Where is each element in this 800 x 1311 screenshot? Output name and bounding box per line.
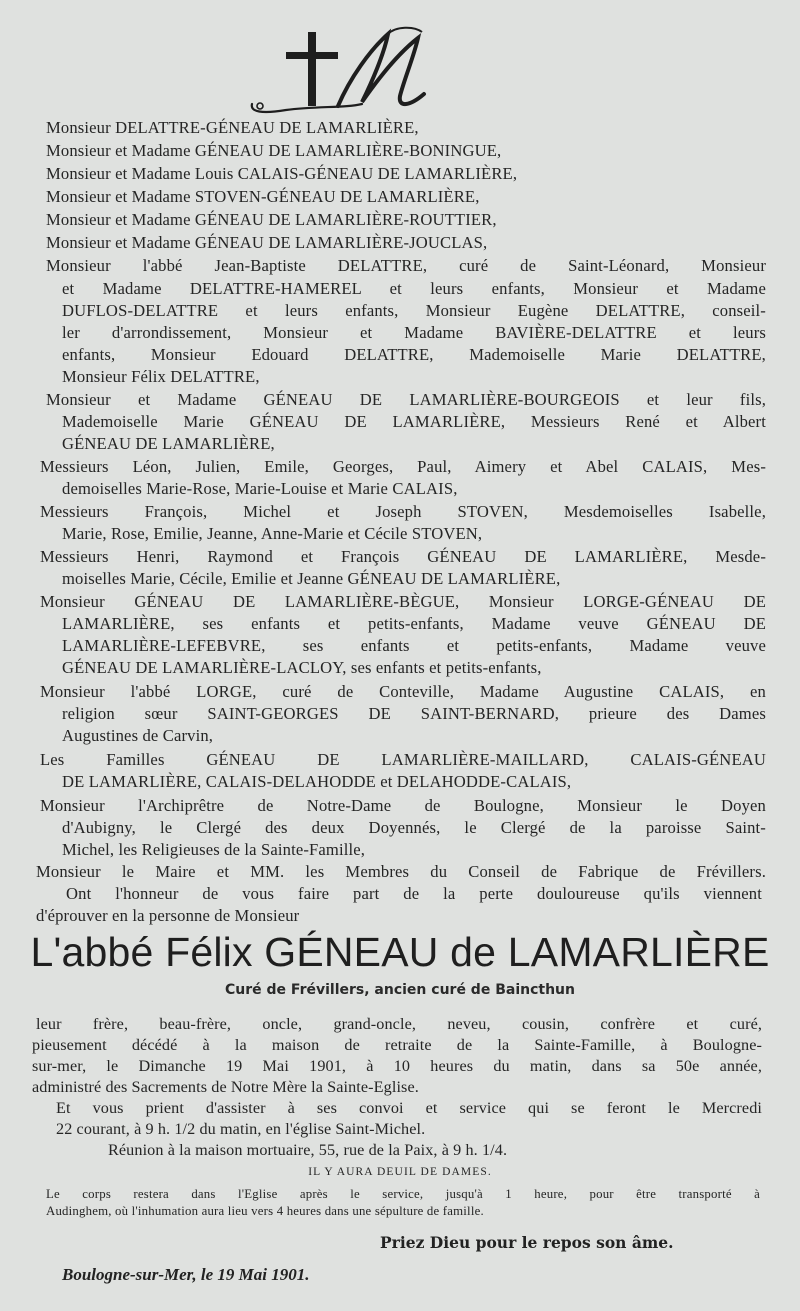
announcement-line: 22 courant, à 9 h. 1/2 du matin, en l'église Saint-Michel. [56,1120,426,1138]
mourner-line: Monsieur l'abbé Jean-Baptiste DELATTRE, curé de Saint-Léonard, Monsieur [46,256,766,275]
mourner-line: Augustines de Carvin, [62,726,214,745]
mourner-line: Michel, les Religieuses de la Sainte-Famille, [62,840,366,859]
mourner-line: Monsieur et Madame GÉNEAU DE LAMARLIÈRE-BOURGEOIS et leur fils, [46,390,766,409]
mourning-note: IL Y AURA DEUIL DE DAMES. [308,1166,492,1178]
mourner-line: GÉNEAU DE LAMARLIÈRE, [62,434,275,453]
announcement-line: Réunion à la maison mortuaire, 55, rue de la Paix, à 9 h. 1/4. [108,1141,508,1159]
prayer-line: Priez Dieu pour le repos son âme. [380,1233,674,1252]
deceased-title: Curé de Frévillers, ancien curé de Baincthun [225,982,575,998]
burial-note-line: Le corps restera dans l'Eglise après le service, jusqu'à 1 heure, pour être transporté à [46,1187,760,1201]
deceased-name: L'abbé Félix GÉNEAU de LAMARLIÈRE [30,929,770,975]
mourner-line: religion sœur SAINT-GEORGES DE SAINT-BERNARD, prieure des Dames [62,704,766,723]
mourner-line: GÉNEAU DE LAMARLIÈRE-LACLOY, ses enfants et petits-enfants, [62,658,542,677]
announcement-line: Et vous prient d'assister à ses convoi et service qui se feront le Mercredi [56,1099,762,1117]
cross-monogram-logo [246,20,446,120]
mourner-line: Messieurs Léon, Julien, Emile, Georges, Paul, Aimery et Abel CALAIS, Mes- [40,457,766,476]
mourner-line: ler d'arrondissement, Monsieur et Madame BAVIÈRE-DELATTRE et leurs [62,323,766,342]
place-date: Boulogne-sur-Mer, le 19 Mai 1901. [62,1265,310,1284]
mourner-line: DE LAMARLIÈRE, CALAIS-DELAHODDE et DELAHODDE-CALAIS, [62,772,572,791]
mourner-line: Ont l'honneur de vous faire part de la perte douloureuse qu'ils viennent [66,884,762,903]
mourner-line: moiselles Marie, Cécile, Emilie et Jeanne GÉNEAU DE LAMARLIÈRE, [62,569,561,588]
burial-note-line: Audinghem, où l'inhumation aura lieu vers 4 heures dans une sépulture de famille. [46,1204,484,1218]
mourner-line: Mademoiselle Marie GÉNEAU DE LAMARLIÈRE, Messieurs René et Albert [62,412,766,431]
mourner-line: LAMARLIÈRE, ses enfants et petits-enfants, Madame veuve GÉNEAU DE [62,614,766,633]
mourner-line: Monsieur GÉNEAU DE LAMARLIÈRE-BÈGUE, Monsieur LORGE-GÉNEAU DE [40,592,766,611]
mourner-line: d'éprouver en la personne de Monsieur [36,906,300,925]
mourner-line: Monsieur DELATTRE-GÉNEAU DE LAMARLIÈRE, [46,118,419,137]
mourner-line: Monsieur l'Archiprêtre de Notre-Dame de Boulogne, Monsieur le Doyen [40,796,766,815]
mourner-line: Monsieur Félix DELATTRE, [62,367,260,386]
announcement-line: leur frère, beau-frère, oncle, grand-oncle, neveu, cousin, confrère et curé, [36,1015,762,1033]
mourner-line: Monsieur le Maire et MM. les Membres du Conseil de Fabrique de Frévillers. [36,862,766,881]
announcement-line: sur-mer, le Dimanche 19 Mai 1901, à 10 heures du matin, dans sa 50e année, [32,1057,762,1075]
mourner-line: Monsieur et Madame GÉNEAU DE LAMARLIÈRE-JOUCLAS, [46,233,488,252]
mourner-line: Marie, Rose, Emilie, Jeanne, Anne-Marie et Cécile STOVEN, [62,524,483,543]
mourner-line: LAMARLIÈRE-LEFEBVRE, ses enfants et petits-enfants, Madame veuve [62,636,766,655]
mourner-line: Monsieur et Madame Louis CALAIS-GÉNEAU DE LAMARLIÈRE, [46,164,518,183]
mourner-line: enfants, Monsieur Edouard DELATTRE, Mademoiselle Marie DELATTRE, [62,345,766,364]
mourner-line: Monsieur et Madame STOVEN-GÉNEAU DE LAMARLIÈRE, [46,187,480,206]
announcement-line: administré des Sacrements de Notre Mère la Sainte-Eglise. [32,1078,419,1096]
mourner-line: Monsieur l'abbé LORGE, curé de Conteville, Madame Augustine CALAIS, en [40,682,766,701]
mourner-line: Messieurs Henri, Raymond et François GÉNEAU DE LAMARLIÈRE, Mesde- [40,547,766,566]
mourner-line: Monsieur et Madame GÉNEAU DE LAMARLIÈRE-BONINGUE, [46,141,502,160]
mourner-line: d'Aubigny, le Clergé des deux Doyennés, le Clergé de la paroisse Saint- [62,818,766,837]
mourner-line: Monsieur et Madame GÉNEAU DE LAMARLIÈRE-ROUTTIER, [46,210,497,229]
announcement-line: pieusement décédé à la maison de retraite de la Sainte-Famille, à Boulogne- [32,1036,762,1054]
mourner-line: DUFLOS-DELATTRE et leurs enfants, Monsieur Eugène DELATTRE, conseil- [62,301,766,320]
mourner-line: demoiselles Marie-Rose, Marie-Louise et Marie CALAIS, [62,479,458,498]
mourner-line: et Madame DELATTRE-HAMEREL et leurs enfants, Monsieur et Madame [62,279,766,298]
mourner-line: Messieurs François, Michel et Joseph STOVEN, Mesdemoiselles Isabelle, [40,502,766,521]
mourner-line: Les Familles GÉNEAU DE LAMARLIÈRE-MAILLARD, CALAIS-GÉNEAU [40,750,766,769]
